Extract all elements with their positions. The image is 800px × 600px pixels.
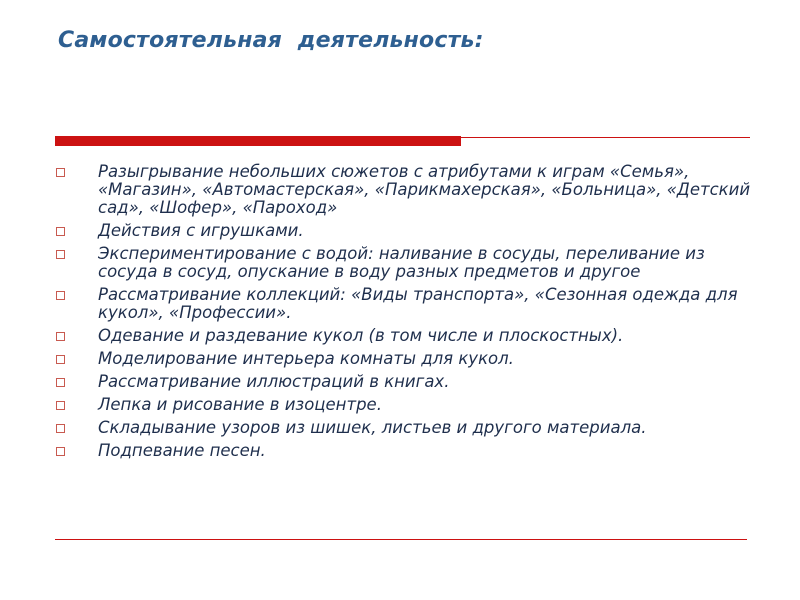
square-bullet-icon: [56, 447, 65, 456]
list-item: [52, 222, 762, 240]
list-item: [52, 245, 762, 281]
square-bullet-icon: [56, 378, 65, 387]
list-item-text: Моделирование интерьера комнаты для кукол.: [98, 349, 514, 368]
list-item: [52, 163, 762, 217]
list-item: [52, 396, 762, 414]
bottom-divider: [55, 539, 747, 540]
list-item-text: Лепка и рисование в изоцентре.: [98, 395, 382, 414]
list-item: [52, 286, 762, 322]
square-bullet-icon: [56, 250, 65, 259]
square-bullet-icon: [56, 424, 65, 433]
title-underline-thin: [461, 137, 750, 138]
list-item: [52, 350, 762, 368]
list-item: [52, 373, 762, 391]
square-bullet-icon: [56, 401, 65, 410]
square-bullet-icon: [56, 168, 65, 177]
slide-title: Самостоятельная деятельность:: [58, 28, 484, 53]
list-item-text: Действия с игрушками.: [98, 221, 304, 240]
list-item-text: Подпевание песен.: [98, 441, 266, 460]
list-item-text: Рассматривание коллекций: «Виды транспорта», «Сезонная одежда для кукол», «Профессии».: [98, 285, 738, 322]
list-item-text: Одевание и раздевание кукол (в том числе и плоскостных).: [98, 326, 624, 345]
list-item-text: Складывание узоров из шишек, листьев и другого материала.: [98, 418, 647, 437]
title-underline-thick: [55, 136, 461, 146]
list-item-text: Разыгрывание небольших сюжетов с атрибутами к играм «Семья», «Магазин», «Автомастерская», «Парикмахерская», «Больница», «Детский сад», «Шофер», «Пароход»: [98, 162, 751, 217]
square-bullet-icon: [56, 355, 65, 364]
list-item: [52, 442, 762, 460]
activity-list: [52, 163, 762, 465]
list-item-text: Рассматривание иллюстраций в книгах.: [98, 372, 450, 391]
list-item-text: Экспериментирование с водой: наливание в сосуды, переливание из сосуда в сосуд, опускание в воду разных предметов и другое: [98, 244, 705, 281]
square-bullet-icon: [56, 291, 65, 300]
square-bullet-icon: [56, 332, 65, 341]
list-item: [52, 327, 762, 345]
list-item: [52, 419, 762, 437]
square-bullet-icon: [56, 227, 65, 236]
